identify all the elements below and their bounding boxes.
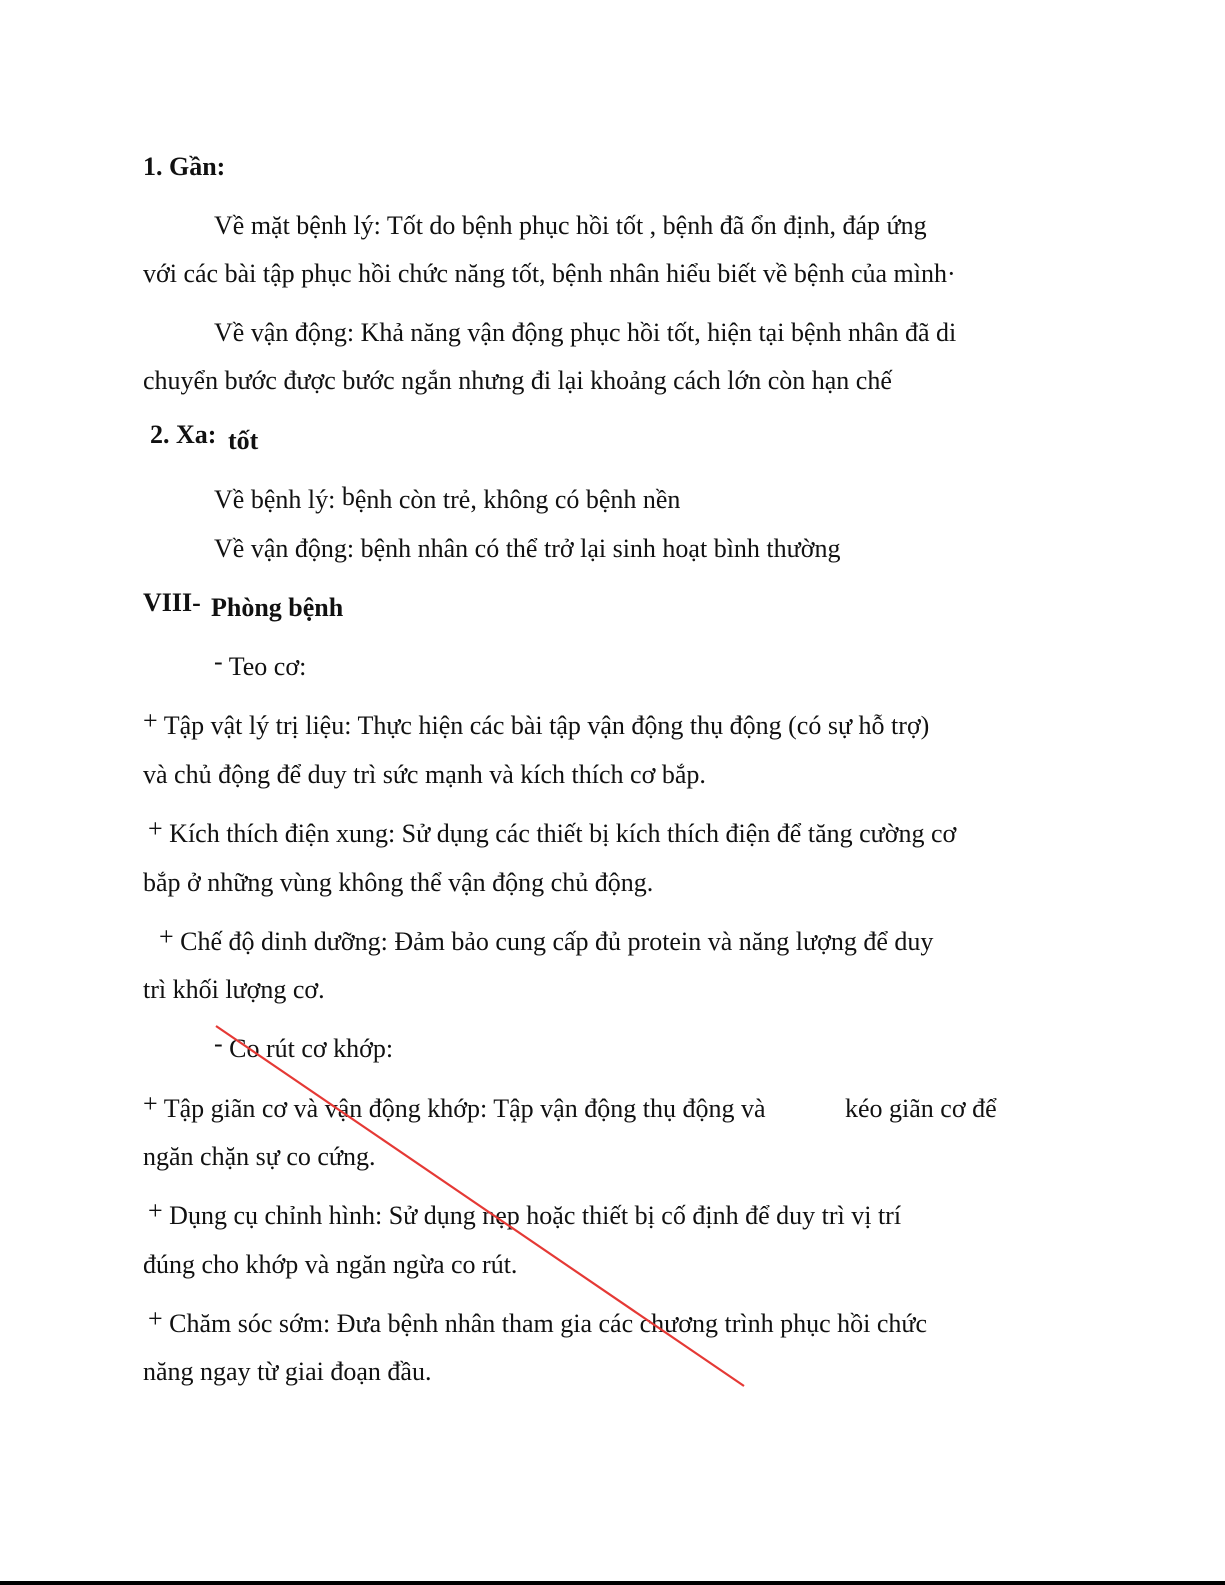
xa-motor-line: Về vận động: bệnh nhân có thể trở lại sinh hoạt bình thường [214, 534, 841, 563]
gan-motor-line1: Về vận động: Khả năng vận động phục hồi tốt, hiện tại bệnh nhân đã di [214, 318, 957, 347]
gan-pathology-line2: với các bài tập phục hồi chức năng tốt, bệnh nhân hiểu biết về bệnh của mình· [143, 259, 956, 288]
co-rut-item3-line2: năng ngay từ giai đoạn đầu. [143, 1357, 432, 1386]
section-viii-numeral: VIII- [143, 588, 201, 617]
heading-gan: 1. Gần: [143, 152, 226, 181]
teo-co-item2-line2: bắp ở những vùng không thể vận động chủ động. [143, 868, 654, 897]
co-rut-text: Co rút cơ khớp: [229, 1034, 394, 1063]
plus-marker: + [143, 1089, 158, 1118]
teo-co-item1-line2: và chủ động để duy trì sức mạnh và kích thích cơ bắp. [143, 760, 706, 789]
co-rut-item1-line2: ngăn chặn sự co cứng. [143, 1142, 376, 1171]
co-rut-item2-text: Dụng cụ chỉnh hình: Sử dụng nẹp hoặc thiết bị cố định để duy trì vị trí [169, 1201, 902, 1230]
red-strike-line [216, 1026, 744, 1386]
gan-motor-line2: chuyển bước được bước ngắn nhưng đi lại khoảng cách lớn còn hạn chế [143, 366, 892, 395]
plus-marker: + [148, 1304, 163, 1333]
co-rut-item3-text: Chăm sóc sớm: Đưa bệnh nhân tham gia các chương trình phục hồi chức [169, 1309, 928, 1338]
heading-xa-value: tốt [228, 426, 259, 455]
teo-co-item3-line2: trì khối lượng cơ. [143, 975, 325, 1004]
teo-co-item2-text: Kích thích điện xung: Sử dụng các thiết bị kích thích điện để tăng cường cơ [169, 819, 957, 848]
teo-co-item1-text: Tập vật lý trị liệu: Thực hiện các bài tập vận động thụ động (có sự hỗ trợ) [163, 711, 930, 740]
plus-marker: + [148, 1196, 163, 1225]
plus-marker: + [159, 922, 174, 951]
xa-pathology-b: b [341, 482, 355, 511]
heading-xa: 2. Xa: [150, 420, 217, 449]
co-rut-item1-text-a: Tập giãn cơ và vận động khớp: Tập vận động thụ động và [163, 1094, 766, 1123]
xa-pathology-prefix: Về bệnh lý: [214, 485, 336, 514]
section-viii-title: Phòng bệnh [211, 593, 344, 622]
plus-marker: + [143, 706, 158, 735]
plus-marker: + [148, 814, 163, 843]
teo-co-text: Teo cơ: [228, 652, 307, 681]
dash-marker: - [214, 1029, 223, 1058]
page-bottom-rule [0, 1581, 1225, 1585]
xa-pathology-rest: ệnh còn trẻ, không có bệnh nền [354, 485, 681, 514]
dash-marker: - [214, 647, 223, 676]
co-rut-item2-line2: đúng cho khớp và ngăn ngừa co rút. [143, 1250, 518, 1279]
teo-co-item3-text: Chế độ dinh dưỡng: Đảm bảo cung cấp đủ protein và năng lượng để duy [180, 927, 934, 956]
gan-pathology-line1: Về mặt bệnh lý: Tốt do bệnh phục hồi tốt , bệnh đã ổn định, đáp ứng [214, 211, 927, 240]
co-rut-item1-text-b: kéo giãn cơ để [845, 1094, 997, 1123]
